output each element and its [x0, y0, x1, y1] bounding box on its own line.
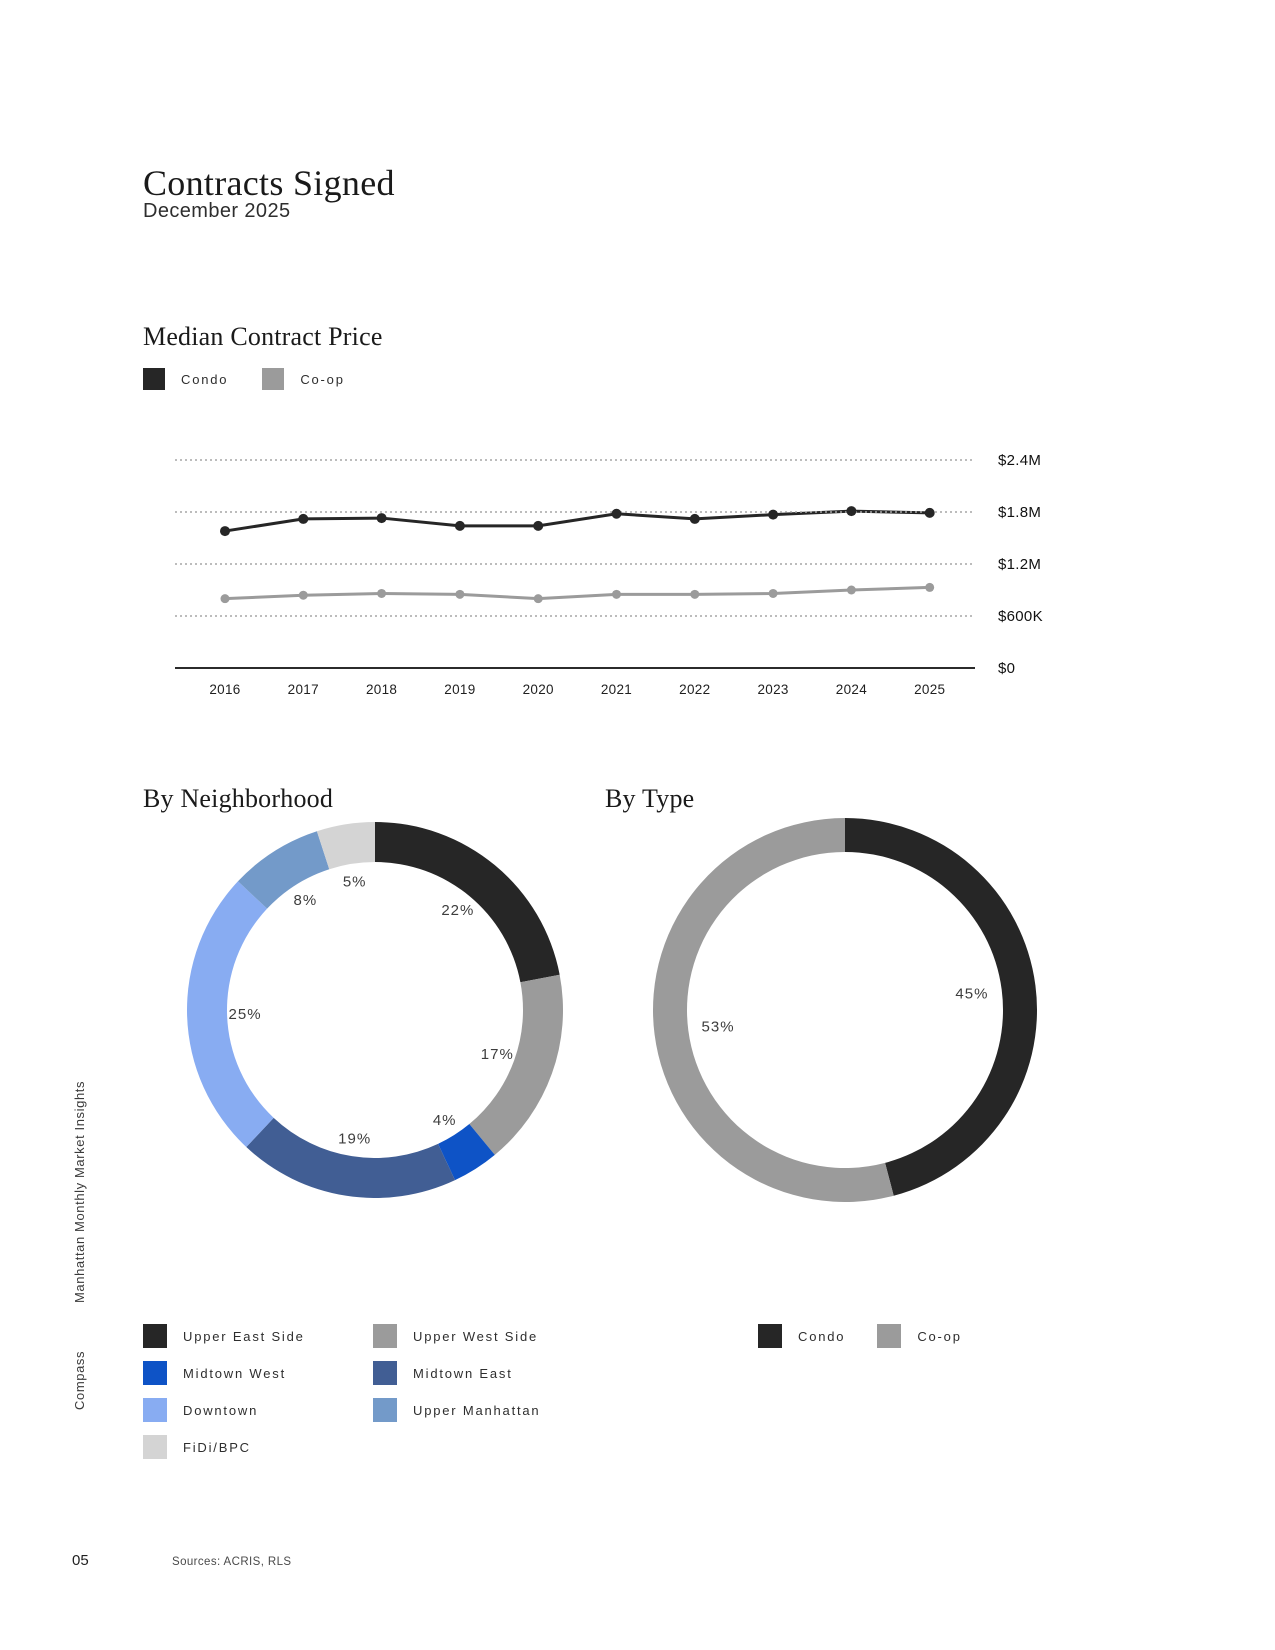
data-point-co-op-2019 — [455, 590, 464, 599]
donut-pct-label: 17% — [480, 1046, 514, 1064]
data-point-condo-2019 — [455, 521, 465, 531]
legend-item-fidi-bpc — [143, 1435, 373, 1459]
page-title: Contracts Signed — [143, 163, 395, 204]
sidebar-brand: Compass — [72, 1350, 87, 1410]
donut-pct-label: 25% — [228, 1006, 262, 1024]
legend-label: Condo — [181, 371, 229, 387]
data-point-co-op-2017 — [299, 591, 308, 600]
legend-swatch — [262, 368, 284, 390]
legend-label: Upper East Side — [183, 1328, 305, 1344]
line-chart-legend — [143, 368, 345, 390]
donut-pct-label: 8% — [293, 892, 318, 910]
y-tick-label: $600K — [998, 608, 1043, 625]
legend-item-condo — [758, 1324, 845, 1348]
legend-swatch — [373, 1324, 397, 1348]
donut-pct-label: 4% — [432, 1111, 457, 1129]
legend-item-upper-manhattan — [373, 1398, 603, 1422]
legend-item-co-op — [262, 368, 344, 390]
median-contract-price-line-chart — [175, 428, 1060, 703]
type-legend — [758, 1324, 962, 1348]
legend-item-midtown-east — [373, 1361, 603, 1385]
legend-swatch — [758, 1324, 782, 1348]
donut-pct-label: 45% — [955, 985, 989, 1003]
data-point-condo-2020 — [533, 521, 543, 531]
data-point-co-op-2022 — [690, 590, 699, 599]
legend-swatch — [877, 1324, 901, 1348]
legend-label: Downtown — [183, 1402, 259, 1418]
legend-item-downtown — [143, 1398, 373, 1422]
legend-swatch — [143, 368, 165, 390]
x-tick-label-2017: 2017 — [287, 682, 319, 697]
legend-item-co-op — [877, 1324, 961, 1348]
x-tick-label-2022: 2022 — [679, 682, 711, 697]
data-point-condo-2018 — [377, 513, 387, 523]
legend-label: Co-op — [300, 371, 345, 387]
data-point-condo-2024 — [846, 506, 856, 516]
page-subtitle: December 2025 — [143, 200, 291, 222]
legend-label: Upper Manhattan — [413, 1402, 541, 1418]
data-point-co-op-2024 — [847, 586, 856, 595]
y-tick-label: $1.8M — [998, 504, 1042, 521]
donut-slice-co-op — [653, 818, 894, 1202]
data-point-condo-2017 — [298, 514, 308, 524]
data-point-condo-2022 — [690, 514, 700, 524]
legend-item-condo — [143, 368, 228, 390]
by-neighborhood-donut-chart — [187, 822, 563, 1198]
data-point-co-op-2025 — [925, 583, 934, 592]
legend-swatch — [373, 1398, 397, 1422]
donut-pct-label: 22% — [441, 901, 475, 919]
section-title-by-neighborhood: By Neighborhood — [143, 783, 334, 813]
x-tick-label-2016: 2016 — [209, 682, 241, 697]
section-title-by-type: By Type — [605, 783, 695, 813]
data-point-condo-2021 — [612, 509, 622, 519]
legend-label: Condo — [798, 1328, 846, 1344]
legend-swatch — [143, 1398, 167, 1422]
y-tick-label: $0 — [998, 660, 1016, 677]
donut-pct-label: 5% — [342, 873, 367, 891]
x-tick-label-2025: 2025 — [914, 682, 946, 697]
legend-item-upper-east-side — [143, 1324, 373, 1348]
x-tick-label-2023: 2023 — [757, 682, 789, 697]
legend-swatch — [373, 1361, 397, 1385]
sidebar-report-title: Manhattan Monthly Market Insights — [72, 1080, 87, 1303]
legend-label: Co-op — [917, 1328, 962, 1344]
donut-slice-upper-west-side — [469, 975, 563, 1155]
x-tick-label-2020: 2020 — [522, 682, 554, 697]
data-point-co-op-2020 — [534, 594, 543, 603]
legend-label: Midtown West — [183, 1365, 286, 1381]
data-point-co-op-2018 — [377, 589, 386, 598]
line-series-condo — [225, 511, 930, 531]
line-series-co-op — [225, 587, 930, 598]
data-point-condo-2023 — [768, 510, 778, 520]
data-point-co-op-2023 — [769, 589, 778, 598]
neighborhood-legend — [143, 1324, 603, 1459]
legend-label: Midtown East — [413, 1365, 513, 1381]
x-tick-label-2018: 2018 — [365, 682, 398, 697]
x-tick-label-2019: 2019 — [444, 682, 476, 697]
donut-slice-condo — [845, 818, 1037, 1196]
data-point-condo-2016 — [220, 526, 230, 536]
legend-label: FiDi/BPC — [183, 1439, 251, 1455]
data-point-co-op-2016 — [221, 594, 230, 603]
section-title-median-contract-price: Median Contract Price — [143, 321, 383, 351]
x-tick-label-2021: 2021 — [600, 682, 633, 697]
y-tick-label: $1.2M — [998, 556, 1042, 573]
data-point-co-op-2021 — [612, 590, 621, 599]
y-tick-label: $2.4M — [998, 452, 1042, 469]
legend-swatch — [143, 1361, 167, 1385]
legend-item-upper-west-side — [373, 1324, 603, 1348]
x-tick-label-2024: 2024 — [835, 682, 868, 697]
legend-swatch — [143, 1435, 167, 1459]
by-type-donut-chart — [653, 818, 1037, 1202]
page-number: 05 — [72, 1552, 89, 1569]
legend-swatch — [143, 1324, 167, 1348]
data-point-condo-2025 — [925, 508, 935, 518]
donut-pct-label: 19% — [338, 1130, 372, 1148]
legend-item-midtown-west — [143, 1361, 373, 1385]
legend-label: Upper West Side — [413, 1328, 539, 1344]
donut-pct-label: 53% — [701, 1018, 735, 1036]
sources-note: Sources: ACRIS, RLS — [172, 1556, 292, 1568]
